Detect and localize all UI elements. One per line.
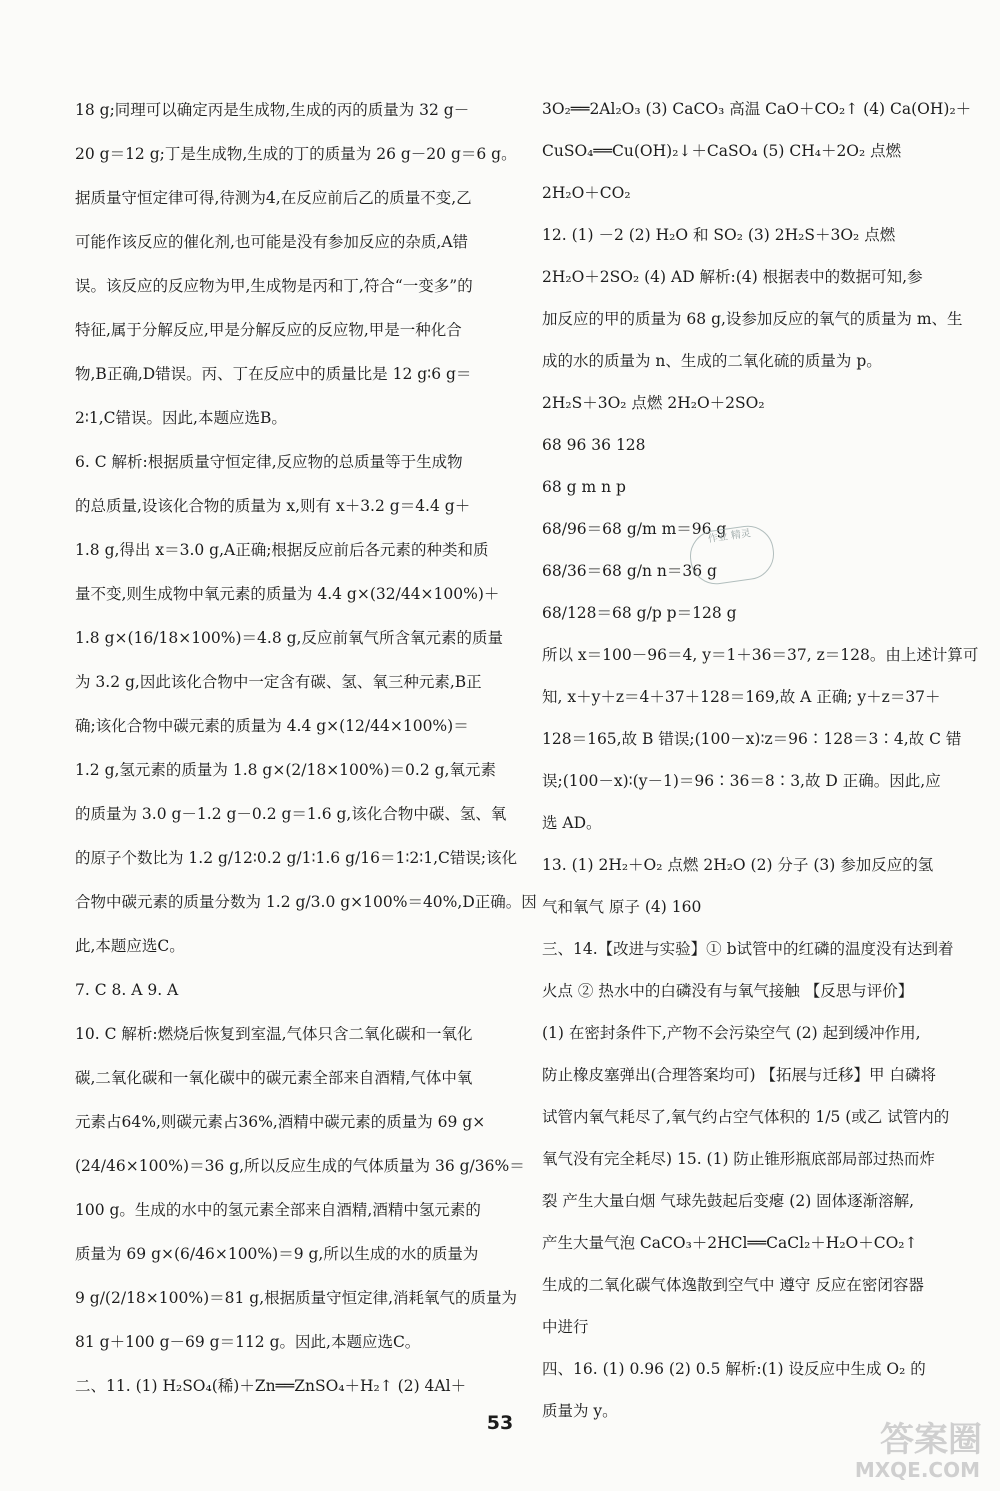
text-line: 18 g;同理可以确定丙是生成物,生成的丙的质量为 32 g－ [75,101,470,119]
text-line: 选 AD。 [542,814,602,832]
text-line: 中进行 [542,1318,589,1336]
text-line: (1) 在密封条件下,产物不会污染空气 (2) 起到缓冲作用, [542,1024,921,1042]
text-line: 12. (1) －2 (2) H₂O 和 SO₂ (3) 2H₂S＋3O₂ 点燃 [542,226,896,244]
text-line: 1.8 g×(16/18×100%)＝4.8 g,反应前氧气所含氧元素的质量 [75,629,503,647]
text-line: 产生大量气泡 CaCO₃＋2HCl══CaCl₂＋H₂O＋CO₂↑ [542,1234,918,1252]
text-line: 知, x＋y＋z＝4＋37＋128＝169,故 A 正确; y＋z＝37＋ [542,688,941,706]
text-line: 成的水的质量为 n、生成的二氧化硫的质量为 p。 [542,352,882,370]
page-number: 53 [486,1412,514,1434]
text-line: 生成的二氧化碳气体逸散到空气中 遵守 反应在密闭容器 [542,1276,924,1294]
text-line: 试管内氧气耗尽了,氧气约占空气体积的 1/5 (或乙 试管内的 [542,1108,950,1126]
text-line: 确;该化合物中碳元素的质量为 4.4 g×(12/44×100%)＝ [75,717,469,735]
text-line: 元素占64%,则碳元素占36%,酒精中碳元素的质量为 69 g× [75,1113,486,1131]
text-line: 所以 x＝100－96＝4, y＝1＋36＝37, z＝128。由上述计算可 [542,646,979,664]
text-line: 质量为 y。 [542,1402,618,1420]
text-line: 的总质量,设该化合物的质量为 x,则有 x＋3.2 g＝4.4 g＋ [75,497,471,515]
text-line: 火点 ② 热水中的白磷没有与氧气接触 【反思与评价】 [542,982,914,1000]
text-line: 物,B正确,D错误。丙、丁在反应中的质量比是 12 g∶6 g＝ [75,365,472,383]
text-line: 可能作该反应的催化剂,也可能是没有参加反应的杂质,A错 [75,233,469,251]
text-line: 2H₂S＋3O₂ 点燃 2H₂O＋2SO₂ [542,394,765,412]
text-line: 6. C 解析:根据质量守恒定律,反应物的总质量等于生成物 [75,453,463,471]
text-line: 为 3.2 g,因此该化合物中一定含有碳、氢、氧三种元素,B正 [75,673,482,691]
text-line: 四、16. (1) 0.96 (2) 0.5 解析:(1) 设反应中生成 O₂ 的 [542,1360,926,1378]
text-line: 68/36＝68 g/n n＝36 g [542,562,717,580]
text-line: 68 g m n p [542,478,626,496]
text-line: 3O₂══2Al₂O₃ (3) CaCO₃ 高温 CaO＋CO₂↑ (4) Ca(OH)₂＋ [542,100,972,118]
text-line: 碳,二氧化碳和一氧化碳中的碳元素全部来自酒精,气体中氧 [75,1069,473,1087]
text-line: 三、14.【改进与实验】① b试管中的红磷的温度没有达到着 [542,940,954,958]
text-line: 81 g＋100 g－69 g＝112 g。因此,本题应选C。 [75,1333,421,1351]
text-line: 7. C 8. A 9. A [75,981,179,999]
right-column [542,88,979,1432]
text-line: 合物中碳元素的质量分数为 1.2 g/3.0 g×100%＝40%,D正确。因 [75,893,537,911]
text-line: 128＝165,故 B 错误;(100－x)∶z＝96∶128＝3∶4,故 C 错 [542,730,962,748]
text-line: 68/96＝68 g/m m＝96 g [542,520,727,538]
text-line: 13. (1) 2H₂＋O₂ 点燃 2H₂O (2) 分子 (3) 参加反应的氢 [542,856,934,874]
text-line: 氧气没有完全耗尽) 15. (1) 防止锥形瓶底部局部过热而炸 [542,1150,935,1168]
text-line: 据质量守恒定律可得,待测为4,在反应前后乙的质量不变,乙 [75,189,472,207]
left-column [75,88,537,1408]
text-line: 量不变,则生成物中氧元素的质量为 4.4 g×(32/44×100%)＋ [75,585,500,603]
text-line: 加反应的甲的质量为 68 g,设参加反应的氧气的质量为 m、生 [542,310,963,328]
text-line: 1.8 g,得出 x＝3.0 g,A正确;根据反应前后各元素的种类和质 [75,541,489,559]
text-line: 此,本题应选C。 [75,937,185,955]
text-line: CuSO₄══Cu(OH)₂↓＋CaSO₄ (5) CH₄＋2O₂ 点燃 [542,142,902,160]
text-line: 100 g。生成的水中的氢元素全部来自酒精,酒精中氢元素的 [75,1201,481,1219]
text-line: 特征,属于分解反应,甲是分解反应的反应物,甲是一种化合 [75,321,462,339]
text-line: 的质量为 3.0 g－1.2 g－0.2 g＝1.6 g,该化合物中碳、氢、氧 [75,805,507,823]
watermark-url: MXQE.COM [854,1458,980,1482]
text-line: 2H₂O＋CO₂ [542,184,631,202]
text-line: 防止橡皮塞弹出(合理答案均可) 【拓展与迁移】甲 白磷将 [542,1066,936,1084]
text-line: 误;(100－x)∶(y－1)＝96∶36＝8∶3,故 D 正确。因此,应 [542,772,941,790]
text-line: 二、11. (1) H₂SO₄(稀)＋Zn══ZnSO₄＋H₂↑ (2) 4Al＋ [75,1377,467,1395]
watermark-logo: 答案圈 [880,1420,982,1460]
text-line: 68 96 36 128 [542,436,646,454]
text-line: 9 g/(2/18×100%)＝81 g,根据质量守恒定律,消耗氧气的质量为 [75,1289,518,1307]
text-line: 气和氧气 原子 (4) 160 [542,898,702,916]
text-line: 的原子个数比为 1.2 g/12∶0.2 g/1∶1.6 g/16＝1∶2∶1,C错误;该化 [75,849,518,867]
text-line: 20 g＝12 g;丁是生成物,生成的丁的质量为 26 g－20 g＝6 g。 [75,145,517,163]
text-line: 68/128＝68 g/p p＝128 g [542,604,737,622]
text-line: 裂 产生大量白烟 气球先鼓起后变瘪 (2) 固体逐渐溶解, [542,1192,915,1210]
text-line: 2∶1,C错误。因此,本题应选B。 [75,409,287,427]
text-line: (24/46×100%)＝36 g,所以反应生成的气体质量为 36 g/36%＝ [75,1157,525,1175]
text-line: 2H₂O＋2SO₂ (4) AD 解析:(4) 根据表中的数据可知,参 [542,268,923,286]
stamp: 作业 精灵 [687,522,778,587]
text-line: 质量为 69 g×(6/46×100%)＝9 g,所以生成的水的质量为 [75,1245,479,1263]
text-line: 误。该反应的反应物为甲,生成物是丙和丁,符合“一变多”的 [75,277,473,295]
text-line: 1.2 g,氢元素的质量为 1.8 g×(2/18×100%)＝0.2 g,氧元素 [75,761,496,779]
text-line: 10. C 解析:燃烧后恢复到室温,气体只含二氧化碳和一氧化 [75,1025,473,1043]
